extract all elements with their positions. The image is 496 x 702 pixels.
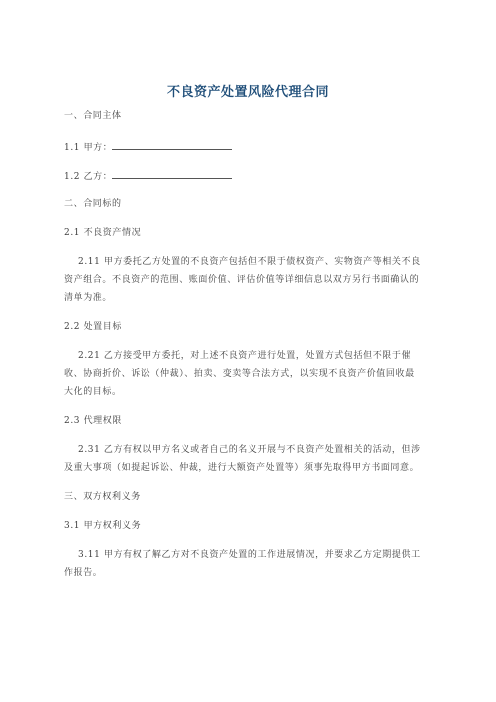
- clause-2-21-line-3: 大化的目标。: [64, 387, 122, 397]
- party-a-line: [64, 140, 232, 154]
- document-title: 不良资产处置风险代理合同: [166, 85, 329, 100]
- party-b-label: 1.2 乙方：: [64, 172, 113, 182]
- section-2-1-heading: 2.1 不良资产情况: [64, 228, 142, 238]
- clause-2-11-line-3: 清单为准。: [64, 293, 113, 303]
- section-2-2-heading: 2.2 处置目标: [64, 322, 122, 332]
- clause-2-21-line-1: 2.21 乙方接受甲方委托，对上述不良资产进行处置，处置方式包括但不限于催: [78, 351, 412, 361]
- clause-2-11-line-2: 资产组合。不良资产的范围、账面价值、评估价值等详细信息以双方另行书面确认的: [64, 275, 420, 285]
- section-2-3-heading: 2.3 代理权限: [64, 416, 122, 426]
- party-b-line: [64, 169, 232, 183]
- section-2-heading: 二、合同标的: [64, 199, 122, 209]
- party-a-blank: [112, 140, 232, 150]
- party-b-blank: [112, 169, 232, 179]
- clause-2-31-line-2: 及重大事项（如提起诉讼、仲裁，进行大额资产处置等）须事先取得甲方书面同意。: [64, 463, 420, 473]
- clause-3-11-line-1: 3.11 甲方有权了解乙方对不良资产处置的工作进展情况，并要求乙方定期提供工: [78, 550, 421, 560]
- section-3-1-heading: 3.1 甲方权利义务: [64, 521, 142, 531]
- section-3-heading: 三、双方权利义务: [64, 492, 141, 502]
- party-a-label: 1.1 甲方：: [64, 143, 113, 153]
- clause-3-11-line-2: 作报告。: [64, 568, 103, 578]
- clause-2-11-line-1: 2.11 甲方委托乙方处置的不良资产包括但不限于债权资产、实物资产等相关不良: [78, 257, 421, 267]
- section-1-heading: 一、合同主体: [64, 111, 122, 121]
- clause-2-21-line-2: 收、协商折价、诉讼（仲裁）、拍卖、变卖等合法方式，以实现不良资产价值回收最: [64, 369, 415, 379]
- clause-2-31-line-1: 2.31 乙方有权以甲方名义或者自己的名义开展与不良资产处置相关的活动，但涉: [78, 445, 421, 455]
